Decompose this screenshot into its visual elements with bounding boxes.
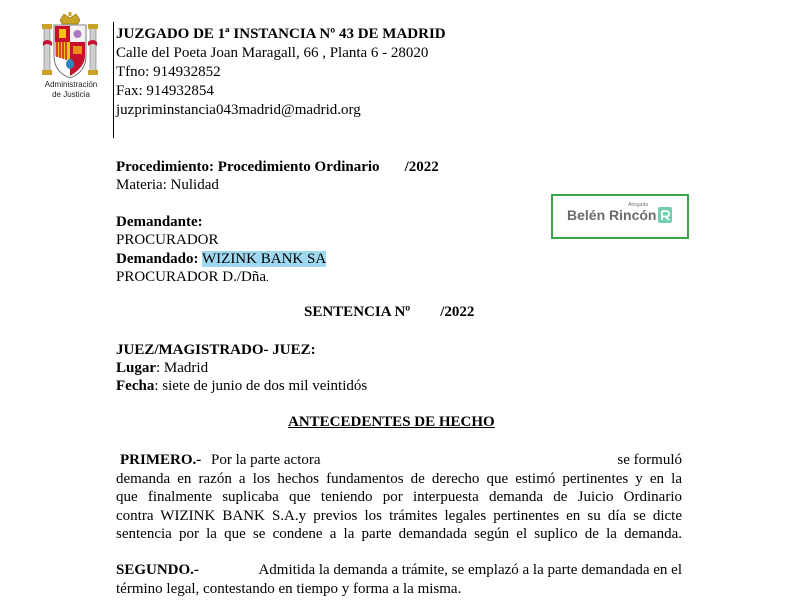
court-email: juzpriminstancia043madrid@madrid.org: [116, 102, 361, 118]
primero-text-a: Por la parte actora: [211, 452, 321, 468]
demandado-name: WIZINK BANK SA: [202, 251, 327, 267]
court-address: Calle del Poeta Joan Maragall, 66 , Planta 6 - 28020: [116, 45, 429, 61]
sentencia-year: /2022: [440, 304, 475, 320]
procedimiento-line: [116, 158, 439, 177]
court-fax: Fax: 914932854: [116, 83, 214, 99]
coat-of-arms-icon: [40, 12, 100, 82]
watermark-subtitle: Abogada: [628, 202, 649, 208]
primero-line-5: sentencia por la que se condene a la parte demandada según el suplico de la demanda.: [116, 526, 682, 542]
procedimiento-year: /2022: [404, 159, 439, 175]
demandante-procurador: PROCURADOR: [116, 232, 219, 248]
demandado-procurador-dot: .: [266, 272, 269, 284]
primero-line-3: que finalmente suplicaba que teniendo por interpuesta demanda de Juicio Ordinario: [116, 489, 682, 505]
court-phone: Tfno: 914932852: [116, 64, 221, 80]
segundo-paragraph: [116, 561, 682, 598]
demandante-label: Demandante:: [116, 214, 203, 230]
primero-line-4: contra WIZINK BANK S.A.y previos los trámites legales pertinentes en su día se dicte: [116, 507, 682, 524]
antecedentes-title: ANTECEDENTES DE HECHO: [288, 414, 495, 430]
demandado-line: [116, 250, 326, 269]
header-divider: [113, 22, 114, 138]
watermark-name: Belén Rincón: [567, 207, 657, 223]
watermark-box: [551, 194, 689, 239]
materia-line: Materia: Nulidad: [116, 177, 219, 193]
segundo-line-1: [116, 561, 682, 580]
lugar-line: [116, 359, 208, 378]
primero-line-1: [116, 451, 682, 470]
demandado-procurador-line: [116, 268, 269, 288]
sentencia-title-line: [304, 304, 474, 321]
fecha-value: : siete de junio de dos mil veintidós: [154, 378, 368, 394]
segundo-label: SEGUNDO.-: [116, 562, 199, 578]
demandado-procurador: PROCURADOR D./Dña: [116, 269, 267, 285]
fecha-line: [116, 377, 367, 396]
procedimiento-label: Procedimiento: Procedimiento Ordinario: [116, 159, 380, 175]
juez-label: JUEZ/MAGISTRADO- JUEZ:: [116, 342, 316, 358]
demandado-label: Demandado:: [116, 251, 199, 267]
lugar-value: : Madrid: [156, 360, 209, 376]
segundo-text-1: Admitida la demanda a trámite, se emplazó a la parte demandada en el: [258, 562, 682, 578]
watermark-logo-icon: [657, 206, 673, 224]
primero-paragraph: [116, 451, 682, 544]
administracion-justicia-label: Administración de Justicia: [44, 80, 98, 99]
fecha-label: Fecha: [116, 378, 155, 394]
primero-label: PRIMERO.-: [120, 452, 202, 468]
segundo-line-2: término legal, contestando en tiempo y forma a la misma.: [116, 580, 462, 597]
lugar-label: Lugar: [116, 360, 157, 376]
primero-line-2: demanda en razón a los hechos fundamentos de derecho que estimó pertinentes y en la: [116, 470, 682, 487]
court-name: JUZGADO DE 1ª INSTANCIA Nº 43 DE MADRID: [116, 26, 446, 42]
sentencia-title: SENTENCIA Nº: [304, 304, 411, 320]
primero-text-b: se formuló: [617, 452, 682, 468]
